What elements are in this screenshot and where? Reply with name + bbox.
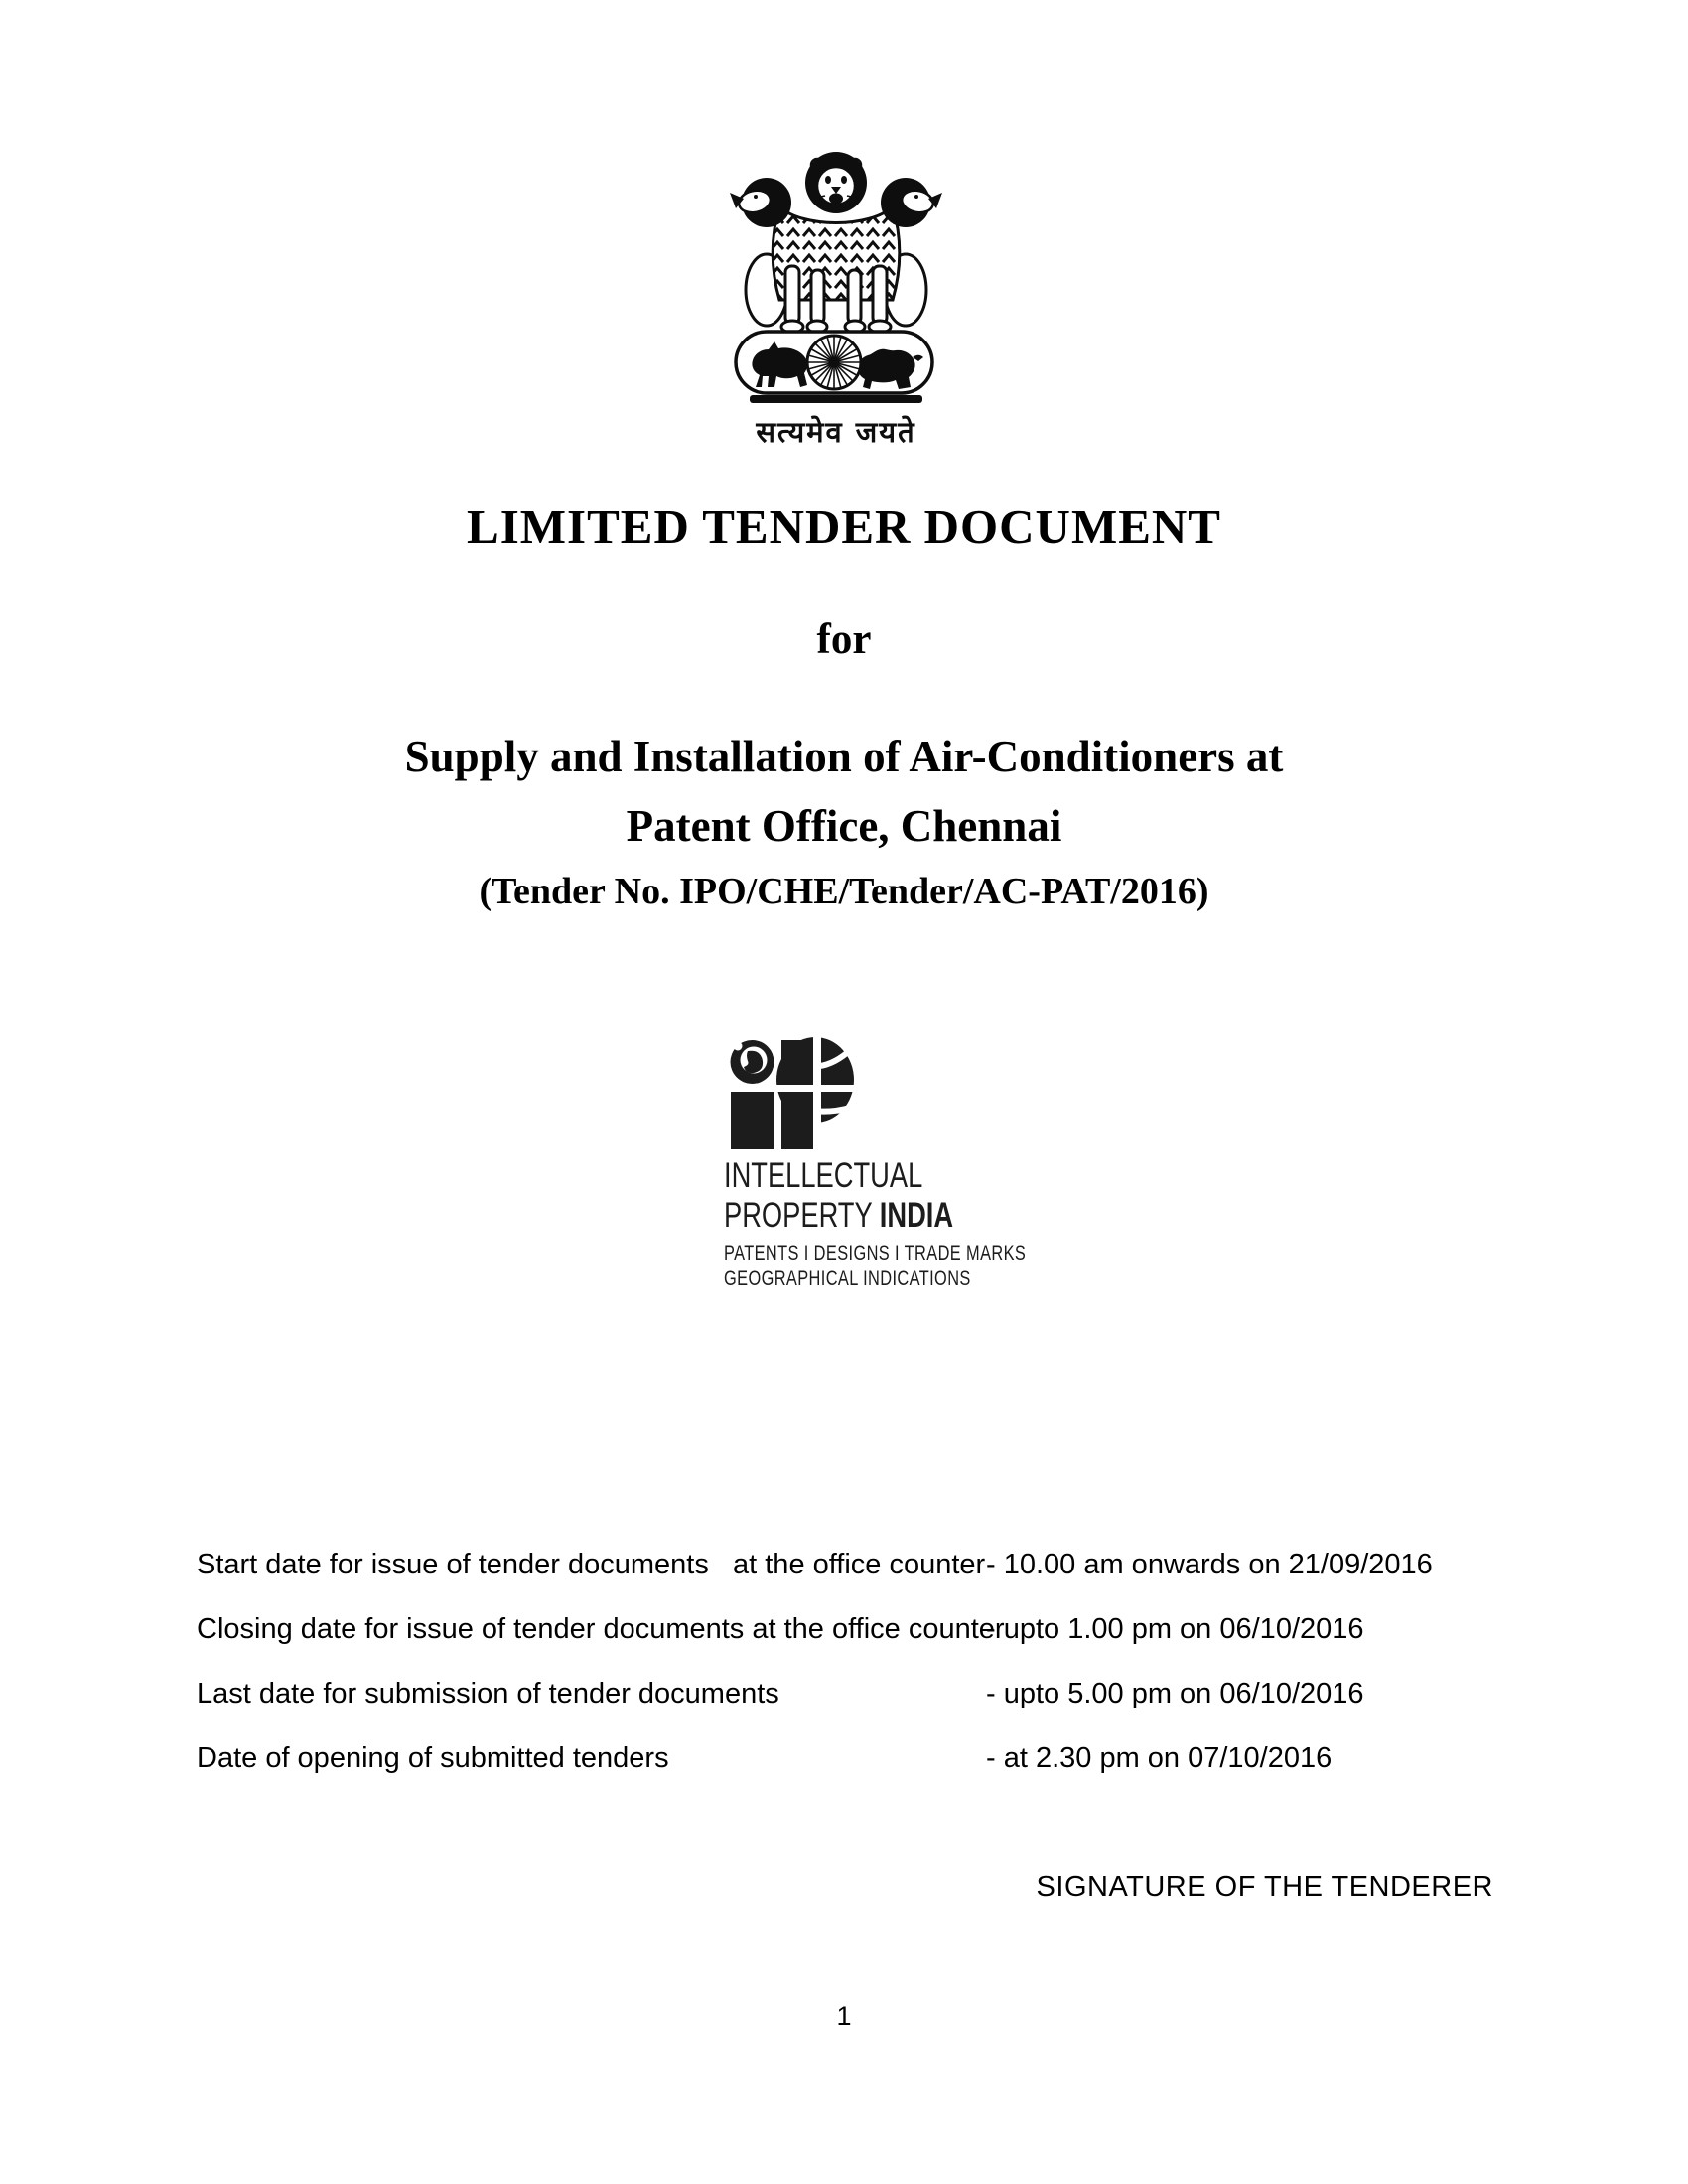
national-emblem-of-india-icon bbox=[722, 149, 950, 403]
satyameva-jayate-motto: सत्यमेव जयते bbox=[756, 415, 916, 449]
schedule-label: Closing date for issue of tender documents at the office counter bbox=[197, 1613, 1005, 1645]
schedule-row-last-submission-date bbox=[0, 1678, 1688, 1717]
tender-number-line: (Tender No. IPO/CHE/Tender/AC-PAT/2016) bbox=[479, 871, 1209, 912]
schedule-value: - at 2.30 pm on 07/10/2016 bbox=[986, 1742, 1333, 1774]
schedule-row-closing-date bbox=[0, 1613, 1688, 1653]
schedule-value: - upto 1.00 pm on 06/10/2016 bbox=[986, 1613, 1364, 1645]
document-title: LIMITED TENDER DOCUMENT bbox=[467, 499, 1221, 554]
subject-line-1: Supply and Installation of Air-Conditioners at bbox=[404, 732, 1284, 781]
ip-logo-line-intellectual: INTELLECTUAL bbox=[724, 1157, 923, 1195]
schedule-label: Date of opening of submitted tenders bbox=[197, 1742, 669, 1774]
schedule-value: - 10.00 am onwards on 21/09/2016 bbox=[986, 1549, 1433, 1580]
schedule-label: Last date for submission of tender documents bbox=[197, 1678, 779, 1709]
ip-india-logo-icon bbox=[724, 1037, 855, 1150]
ip-india-logo-text bbox=[724, 1158, 1111, 1291]
ip-india-logo bbox=[724, 1037, 855, 1155]
ip-logo-line-property-india bbox=[724, 1197, 1026, 1234]
for-line: for bbox=[816, 616, 872, 663]
signature-of-tenderer-line: SIGNATURE OF THE TENDERER bbox=[1036, 1871, 1493, 1903]
schedule-row-opening-date bbox=[0, 1742, 1688, 1782]
schedule-row-start-date bbox=[0, 1549, 1688, 1588]
ip-logo-property: PROPERTY bbox=[724, 1196, 880, 1236]
ip-logo-india: INDIA bbox=[879, 1196, 954, 1236]
schedule-value: - upto 5.00 pm on 06/10/2016 bbox=[986, 1678, 1364, 1709]
ip-logo-line-patents-designs-trademarks: PATENTS I DESIGNS I TRADE MARKS bbox=[724, 1242, 1027, 1266]
subject-line-2: Patent Office, Chennai bbox=[626, 801, 1062, 851]
schedule-label: Start date for issue of tender documents at the office counter bbox=[197, 1549, 986, 1580]
ip-logo-line-geographical-indications: GEOGRAPHICAL INDICATIONS bbox=[724, 1267, 971, 1291]
national-emblem-block bbox=[722, 149, 950, 451]
page-number: 1 bbox=[836, 2001, 852, 2031]
